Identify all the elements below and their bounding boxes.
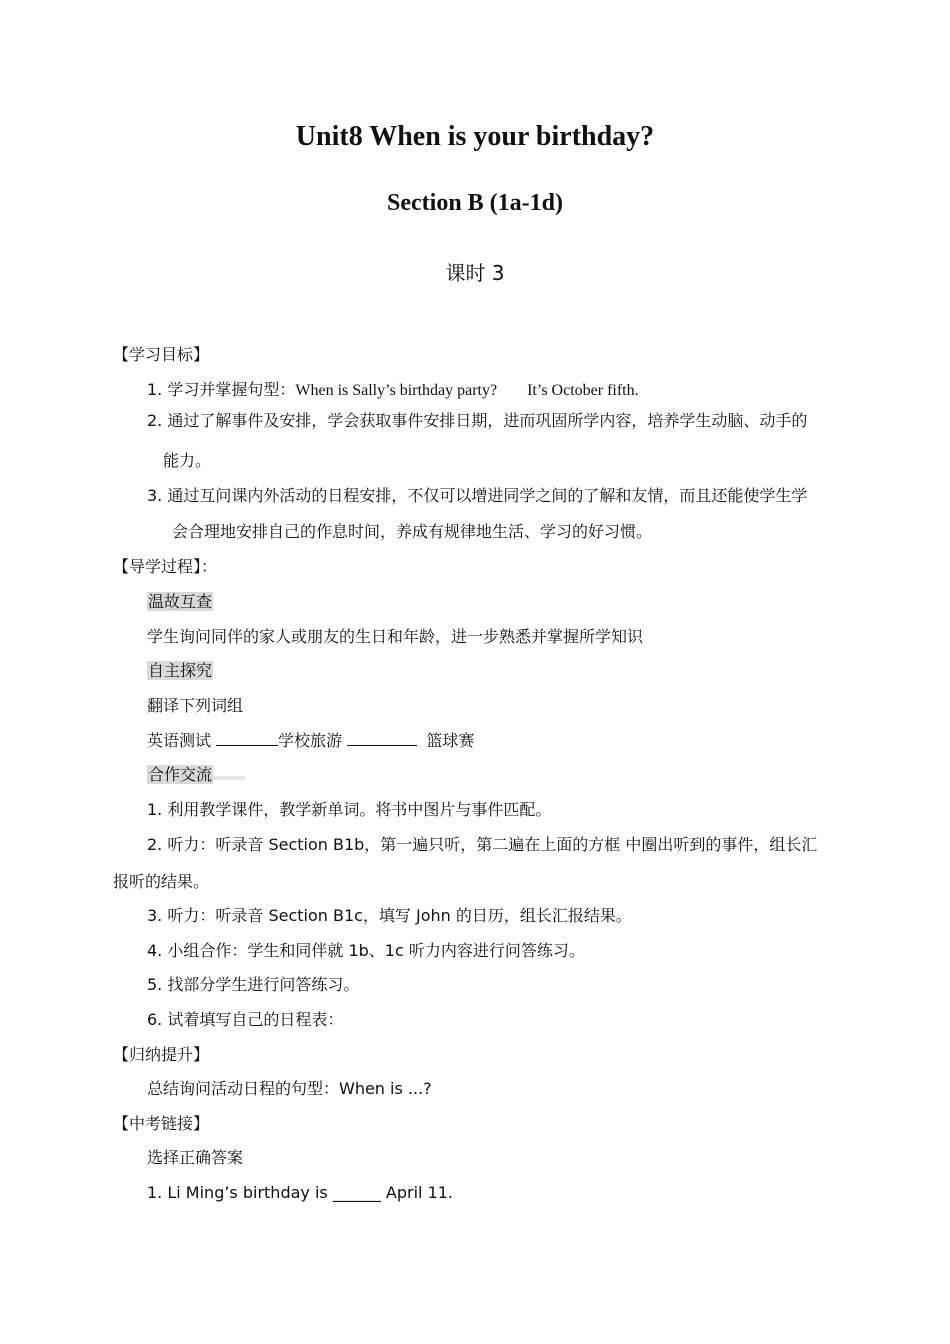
step-4: 4. 小组合作：学生和同伴就 1b、1c 听力内容进行问答练习。 [147, 941, 585, 960]
explore-text: 翻译下列词组 [147, 696, 244, 715]
process-heading: 【导学过程】： [113, 557, 218, 576]
phrase-english-test: 英语测试 [147, 731, 212, 750]
review-text: 学生询问同伴的家人或朋友的生日和年龄，进一步熟悉并掌握所学知识 [147, 627, 644, 646]
step-2-line-2: 报听的结果。 [113, 872, 210, 891]
phrase-row [147, 730, 474, 752]
step-3: 3. 听力：听录音 Section B1c，填写 John 的日历，组长汇报结果。 [147, 906, 632, 925]
coop-label: 合作交流 [147, 764, 245, 786]
document-title: Unit8 When is your birthday? [295, 121, 655, 152]
blank-1 [216, 731, 278, 746]
goal-3-line-1: 3. 通过互问课内外活动的日程安排，不仅可以增进同学之间的了解和友情，而且还能使学生学 [147, 486, 808, 505]
lesson-title: 课时 3 [445, 261, 505, 285]
goal-2-line-1: 2. 通过了解事件及安排，学会获取事件安排日期，进而巩固所学内容，培养学生动脑、动手的 [147, 411, 808, 430]
summary-heading: 【归纳提升】 [113, 1045, 210, 1064]
review-label: 温故互查 [148, 592, 213, 611]
goal-3-line-2: 会合理地安排自己的作息时间，养成有规律地生活、学习的好习惯。 [172, 522, 653, 541]
summary-text: 总结询问活动日程的句型：When is ...? [147, 1079, 432, 1098]
step-6: 6. 试着填写自己的日程表： [147, 1010, 344, 1029]
goal-1-sentence-b: It’s October fifth. [527, 382, 639, 399]
blank-2 [347, 731, 417, 746]
step-5: 5. 找部分学生进行问答练习。 [147, 975, 360, 994]
explore-label: 自主探究 [148, 661, 213, 680]
goals-heading: 【学习目标】 [113, 345, 210, 364]
goal-2-line-2: 能力。 [163, 451, 212, 470]
goal-1-sentence-a: When is Sally’s birthday party? [295, 382, 498, 399]
step-1: 1. 利用教学课件，教学新单词。将书中图片与事件匹配。 [147, 800, 552, 819]
step-2-line-1: 2. 听力：听录音 Section B1b，第一遍只听，第二遍在上面的方框 中圈出听到的事件，组长汇 [147, 835, 818, 854]
phrase-school-trip: 学校旅游 [278, 731, 343, 750]
phrase-basketball-game: 篮球赛 [426, 731, 475, 750]
exam-heading: 【中考链接】 [113, 1114, 210, 1133]
goal-1 [147, 379, 639, 402]
section-title: Section B (1a-1d) [387, 190, 563, 216]
goal-1-prefix: 1. 学习并掌握句型： [147, 380, 296, 399]
exam-instruction: 选择正确答案 [147, 1148, 244, 1167]
exam-question-1: 1. Li Ming’s birthday is ______ April 11. [147, 1183, 454, 1202]
